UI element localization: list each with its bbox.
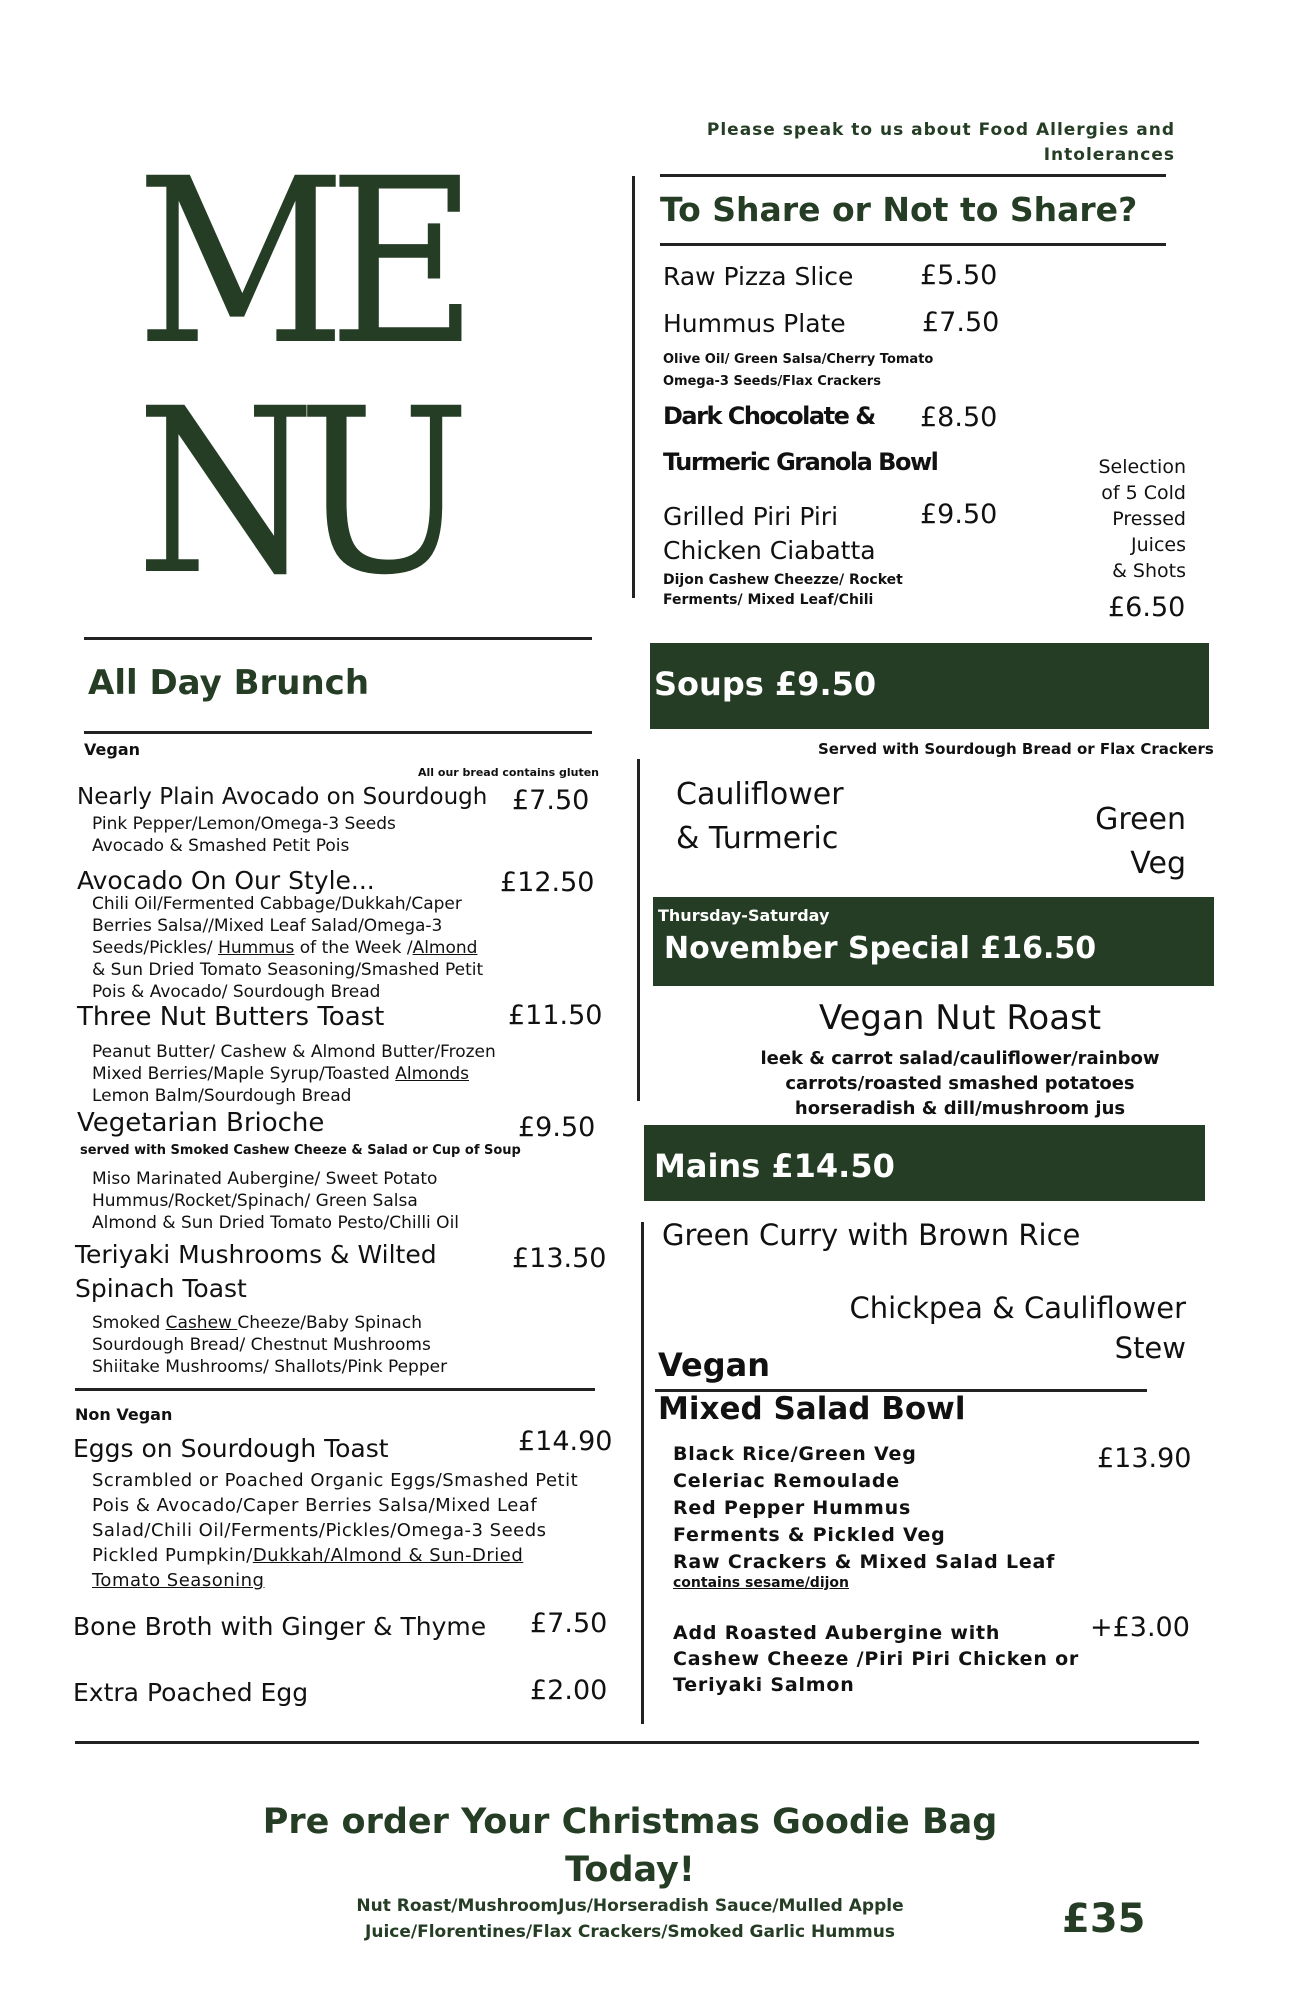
share-item-desc: Ferments/ Mixed Leaf/Chili (663, 592, 874, 608)
share-item-price: £8.50 (920, 402, 998, 433)
brunch-item-price: £12.50 (500, 867, 595, 898)
desc-line: Add Roasted Aubergine with (673, 1622, 1001, 1644)
divider (84, 731, 592, 734)
desc-line: Lemon Balm/Sourdough Bread (92, 1086, 352, 1106)
desc-line: Almond & Sun Dried Tomato Pesto/Chilli Oil (92, 1213, 460, 1233)
brunch-item-price: £13.50 (512, 1243, 607, 1274)
divider (75, 1388, 595, 1391)
allergy-note: Please speak to us about Food Allergies and Intolerances (706, 120, 1175, 165)
desc-line: Red Pepper Hummus (673, 1497, 912, 1519)
nonvegan-label: Non Vegan (75, 1405, 173, 1424)
salad-title: Mixed Salad Bowl (658, 1391, 966, 1427)
juices-block (1060, 454, 1186, 584)
brunch-item-price: £2.00 (530, 1675, 608, 1706)
christmas-line: Today! (565, 1850, 695, 1890)
mains-vegan-label: Vegan (658, 1346, 770, 1384)
vegan-label: Vegan (84, 740, 140, 759)
brunch-item-desc (92, 1041, 496, 1107)
brunch-item-price: £7.50 (512, 785, 590, 816)
desc-line: leek & carrot salad/cauliflower/rainbow (760, 1048, 1160, 1069)
soup-name (676, 773, 844, 861)
desc-line: Ferments & Pickled Veg (673, 1524, 946, 1546)
desc-line: Teriyaki Salmon (673, 1674, 855, 1696)
salad-price: £13.90 (1097, 1443, 1192, 1474)
mains-item-line: Stew (1114, 1331, 1186, 1365)
share-item-desc: Dijon Cashew Cheezze/ Rocket (663, 572, 903, 588)
brunch-item-desc (92, 813, 396, 857)
christmas-heading (230, 1798, 1030, 1894)
desc-line: Peanut Butter/ Cashew & Almond Butter/Frozen (92, 1042, 496, 1062)
desc-line: Black Rice/Green Veg (673, 1443, 917, 1465)
brunch-item-price: £7.50 (530, 1608, 608, 1639)
mains-heading: Mains £14.50 (654, 1147, 895, 1185)
menu-title-line2: NU (136, 359, 453, 625)
juices-line: Selection (1098, 456, 1186, 478)
desc-line: Pois & Avocado/ Sourdough Bread (92, 982, 381, 1002)
soup-line: Green (1095, 802, 1186, 837)
desc-line: horseradish & dill/mushroom jus (794, 1098, 1126, 1119)
share-item-name: Dark Chocolate & (663, 402, 875, 430)
soups-heading: Soups £9.50 (654, 665, 877, 703)
desc-line: Celeriac Remoulade (673, 1470, 900, 1492)
brunch-item-name: Extra Poached Egg (73, 1678, 309, 1707)
share-item-name: Hummus Plate (663, 309, 846, 338)
desc-line: Chili Oil/Fermented Cabbage/Dukkah/Caper (92, 894, 462, 914)
share-item-name: Turmeric Granola Bowl (663, 448, 938, 476)
salad-desc (673, 1441, 1055, 1576)
mains-item-line: Chickpea & Cauliflower (849, 1291, 1186, 1325)
salad-note: contains sesame/dijon (673, 1575, 850, 1591)
divider (632, 176, 635, 598)
soup-line: Cauliflower (676, 777, 844, 812)
share-item-price: £5.50 (920, 260, 998, 291)
soup-line: & Turmeric (676, 821, 839, 856)
share-item-desc: Omega-3 Seeds/Flax Crackers (663, 374, 881, 389)
desc-line: Avocado & Smashed Petit Pois (92, 836, 350, 856)
christmas-line: Pre order Your Christmas Goodie Bag (262, 1802, 998, 1842)
desc-line: & Sun Dried Tomato Seasoning/Smashed Petit (92, 960, 484, 980)
divider (660, 243, 1166, 246)
addon-price: +£3.00 (1090, 1612, 1190, 1643)
desc-line: Cashew Cheeze /Piri Piri Chicken or (673, 1648, 1080, 1670)
soups-served: Served with Sourdough Bread or Flax Crackers (818, 740, 1214, 758)
share-item-price: £7.50 (922, 307, 1000, 338)
addon-desc (673, 1620, 1079, 1698)
divider (75, 1741, 1199, 1744)
brunch-item-desc (92, 893, 483, 1003)
share-item-price: £9.50 (920, 499, 998, 530)
desc-line: Salad/Chili Oil/Ferments/Pickles/Omega-3 Seeds (92, 1520, 547, 1541)
desc-line: Smoked Cashew Cheeze/Baby Spinach (92, 1313, 422, 1333)
brunch-item-name: Three Nut Butters Toast (77, 1002, 385, 1032)
desc-line: Hummus/Rocket/Spinach/ Green Salsa (92, 1191, 418, 1211)
desc-line: Pickled Pumpkin/Dukkah/Almond & Sun-Dried (92, 1545, 524, 1566)
desc-line: Pois & Avocado/Caper Berries Salsa/Mixed Leaf (92, 1495, 538, 1516)
share-item-name: Grilled Piri Piri (663, 502, 839, 531)
brunch-item-name: Vegetarian Brioche (77, 1108, 325, 1138)
desc-line: Nut Roast/MushroomJus/Horseradish Sauce/Mulled Apple (356, 1896, 904, 1916)
desc-line: Berries Salsa//Mixed Leaf Salad/Omega-3 (92, 916, 443, 936)
gluten-note: All our bread contains gluten (418, 766, 600, 779)
mains-item (780, 1288, 1186, 1368)
brunch-item-desc (92, 1312, 447, 1378)
brunch-item-price: £14.90 (518, 1426, 613, 1457)
brunch-heading: All Day Brunch (88, 663, 370, 703)
desc-line: Mixed Berries/Maple Syrup/Toasted Almonds (92, 1064, 469, 1084)
share-item-name: Raw Pizza Slice (663, 262, 854, 291)
juices-line: Pressed (1112, 508, 1186, 530)
brunch-item-name: Teriyaki Mushrooms & Wilted (75, 1240, 437, 1269)
menu-title-line1: ME (136, 129, 460, 395)
brunch-item-name: Bone Broth with Ginger & Thyme (73, 1612, 487, 1641)
soup-name (1060, 798, 1186, 886)
desc-line: Scrambled or Poached Organic Eggs/Smashed Petit (92, 1470, 579, 1491)
divider (660, 174, 1166, 177)
special-heading: November Special £16.50 (664, 931, 1097, 966)
juices-line: Juices (1131, 534, 1186, 556)
soups-bar (650, 643, 1209, 729)
mains-item: Green Curry with Brown Rice (662, 1218, 1081, 1252)
desc-line: Pink Pepper/Lemon/Omega-3 Seeds (92, 814, 396, 834)
desc-line: Seeds/Pickles/ Hummus of the Week /Almond (92, 938, 478, 958)
juices-price: £6.50 (1108, 592, 1186, 623)
brunch-item-name: Nearly Plain Avocado on Sourdough (77, 784, 488, 810)
desc-line: carrots/roasted smashed potatoes (785, 1073, 1135, 1094)
desc-line: Tomato Seasoning (92, 1570, 265, 1591)
juices-line: & Shots (1112, 560, 1186, 582)
special-bar (653, 897, 1214, 986)
christmas-price: £35 (1062, 1896, 1146, 1942)
brunch-item-name: Eggs on Sourdough Toast (73, 1434, 389, 1463)
brunch-item-desc (92, 1468, 578, 1593)
brunch-item-desc (92, 1168, 459, 1234)
juices-line: of 5 Cold (1101, 482, 1186, 504)
desc-line: Raw Crackers & Mixed Salad Leaf (673, 1551, 1056, 1573)
brunch-item-price: £11.50 (508, 1000, 603, 1031)
divider (641, 1222, 644, 1724)
share-item-desc: Olive Oil/ Green Salsa/Cherry Tomato (663, 352, 934, 367)
divider (84, 637, 592, 640)
mains-bar (644, 1125, 1205, 1201)
soup-line: Veg (1130, 846, 1186, 881)
brunch-item-note: served with Smoked Cashew Cheeze & Salad or Cup of Soup (80, 1143, 521, 1158)
special-desc (640, 1046, 1280, 1121)
desc-line: Sourdough Bread/ Chestnut Mushrooms (92, 1335, 431, 1355)
special-dish: Vegan Nut Roast (818, 998, 1102, 1038)
desc-line: Shiitake Mushrooms/ Shallots/Pink Pepper (92, 1357, 448, 1377)
brunch-item-price: £9.50 (518, 1112, 596, 1143)
desc-line: Miso Marinated Aubergine/ Sweet Potato (92, 1169, 438, 1189)
share-heading: To Share or Not to Share? (660, 190, 1138, 229)
brunch-item-name: Spinach Toast (75, 1274, 247, 1303)
special-days: Thursday-Saturday (658, 906, 830, 925)
brunch-item-name: Avocado On Our Style... (77, 866, 375, 895)
christmas-desc (230, 1893, 1030, 1945)
desc-line: Juice/Florentines/Flax Crackers/Smoked Garlic Hummus (365, 1922, 895, 1942)
share-item-name: Chicken Ciabatta (663, 536, 876, 565)
